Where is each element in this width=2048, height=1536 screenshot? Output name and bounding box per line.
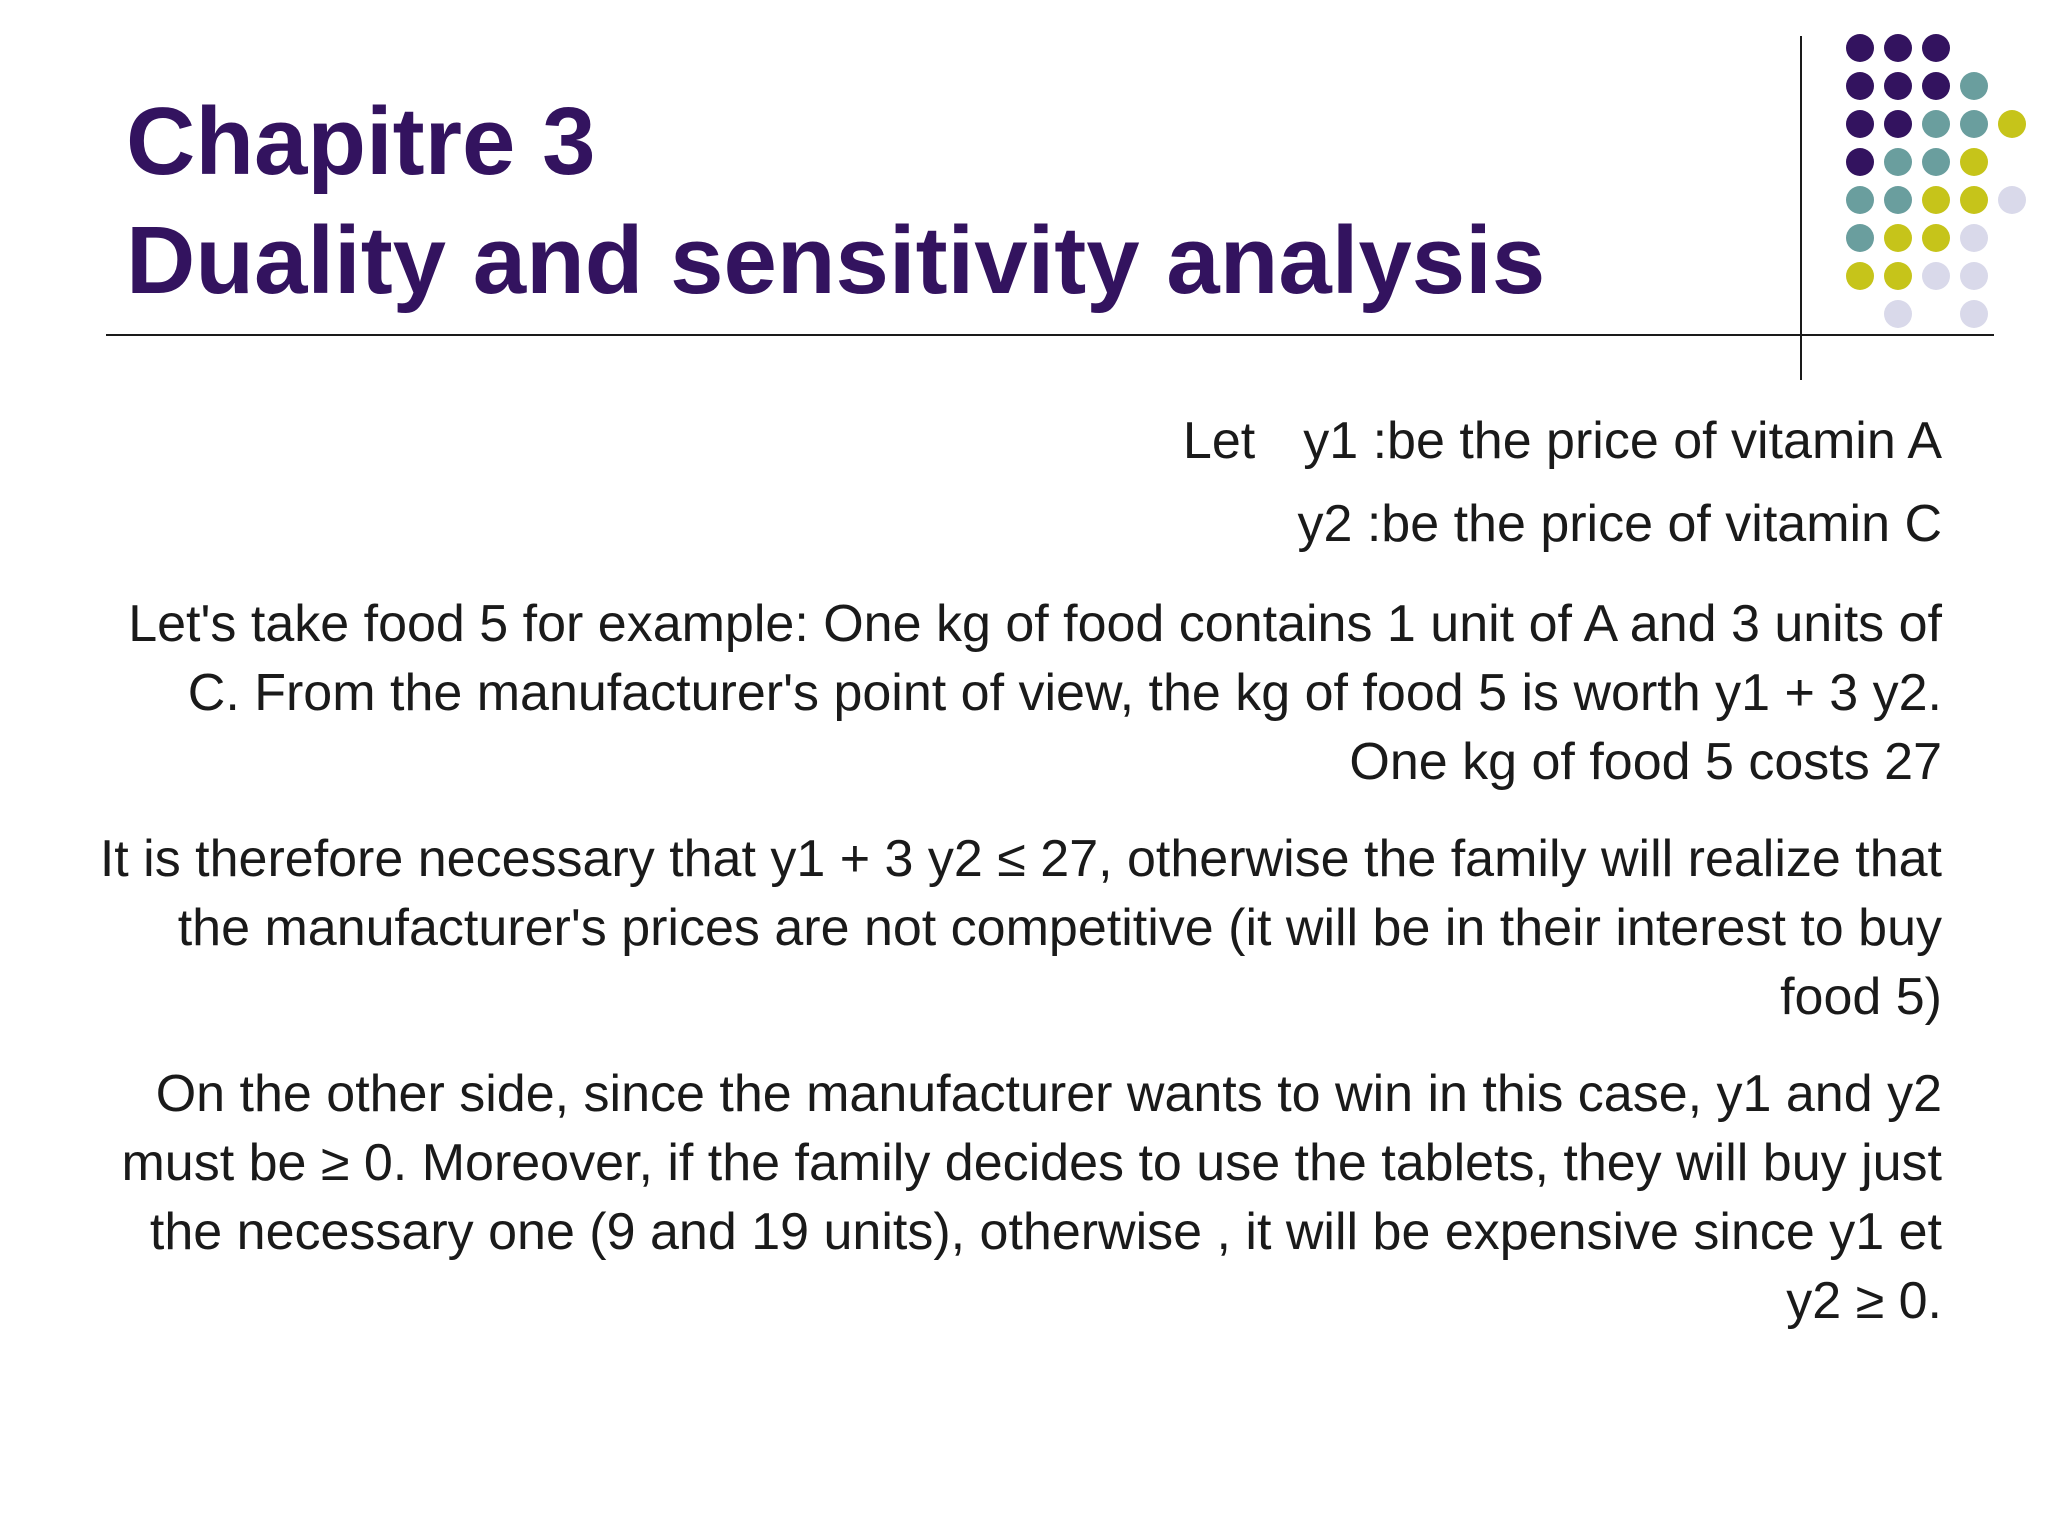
dot-yellow [1884,224,1912,252]
title-line-chapter: Chapitre 3 [126,88,596,195]
dot-lavender [1960,300,1988,328]
dot-lavender [1960,262,1988,290]
dot-lavender [1922,262,1950,290]
slide-body [82,400,1942,1336]
dot-teal [1846,224,1874,252]
dot-lavender [1998,186,2026,214]
dot-teal [1960,72,1988,100]
dot-purple [1922,34,1950,62]
dot-purple [1884,110,1912,138]
dot-yellow [1960,148,1988,176]
dot-yellow [1846,262,1874,290]
dot-purple [1846,148,1874,176]
paragraph-constraint: It is therefore necessary that y1 + 3 y2 ≤ 27, otherwise the family will realize that the manufacturer's prices are not competitive (it will be in their interest to buy food 5) [99,830,1942,1026]
dot-lavender [1884,300,1912,328]
let-word: Let [1182,412,1256,470]
title-line-topic: Duality and sensitivity analysis [126,207,1546,314]
title-divider-horizontal [106,334,1994,336]
dot-teal [1922,148,1950,176]
dot-teal [1884,148,1912,176]
variable-definitions [82,400,1942,566]
definition-y1 [82,400,1942,483]
title-divider-vertical [1800,36,1802,380]
dot-purple [1846,72,1874,100]
dot-teal [1922,110,1950,138]
dot-teal [1884,186,1912,214]
dot-yellow [1960,186,1988,214]
dot-purple [1884,34,1912,62]
dot-purple [1846,34,1874,62]
dot-yellow [1922,186,1950,214]
paragraph-food-example: Let's take food 5 for example: One kg of food contains 1 unit of A and 3 units of C. From the manufacturer's point of view, the kg of food 5 is worth y1 + 3 y2. One kg of food 5 costs 27 [128,595,1942,791]
dot-purple [1922,72,1950,100]
definition-y1-text: y1 :be the price of vitamin A [1303,412,1942,470]
dot-teal [1960,110,1988,138]
slide-title [126,82,1545,320]
dot-yellow [1922,224,1950,252]
definition-y2: y2 :be the price of vitamin C [1297,495,1942,553]
dot-teal [1846,186,1874,214]
dot-lavender [1960,224,1988,252]
dot-yellow [1884,262,1912,290]
paragraph-nonnegativity: On the other side, since the manufacturer wants to win in this case, y1 and y2 must be ≥ 0. Moreover, if the family decides to use the tablets, they will buy just the necessary one (9 and 19 units), otherwise , it will be expensive since y1 et y2 ≥ 0. [121,1065,1942,1330]
dot-purple [1846,110,1874,138]
dot-purple [1884,72,1912,100]
dot-yellow [1998,110,2026,138]
